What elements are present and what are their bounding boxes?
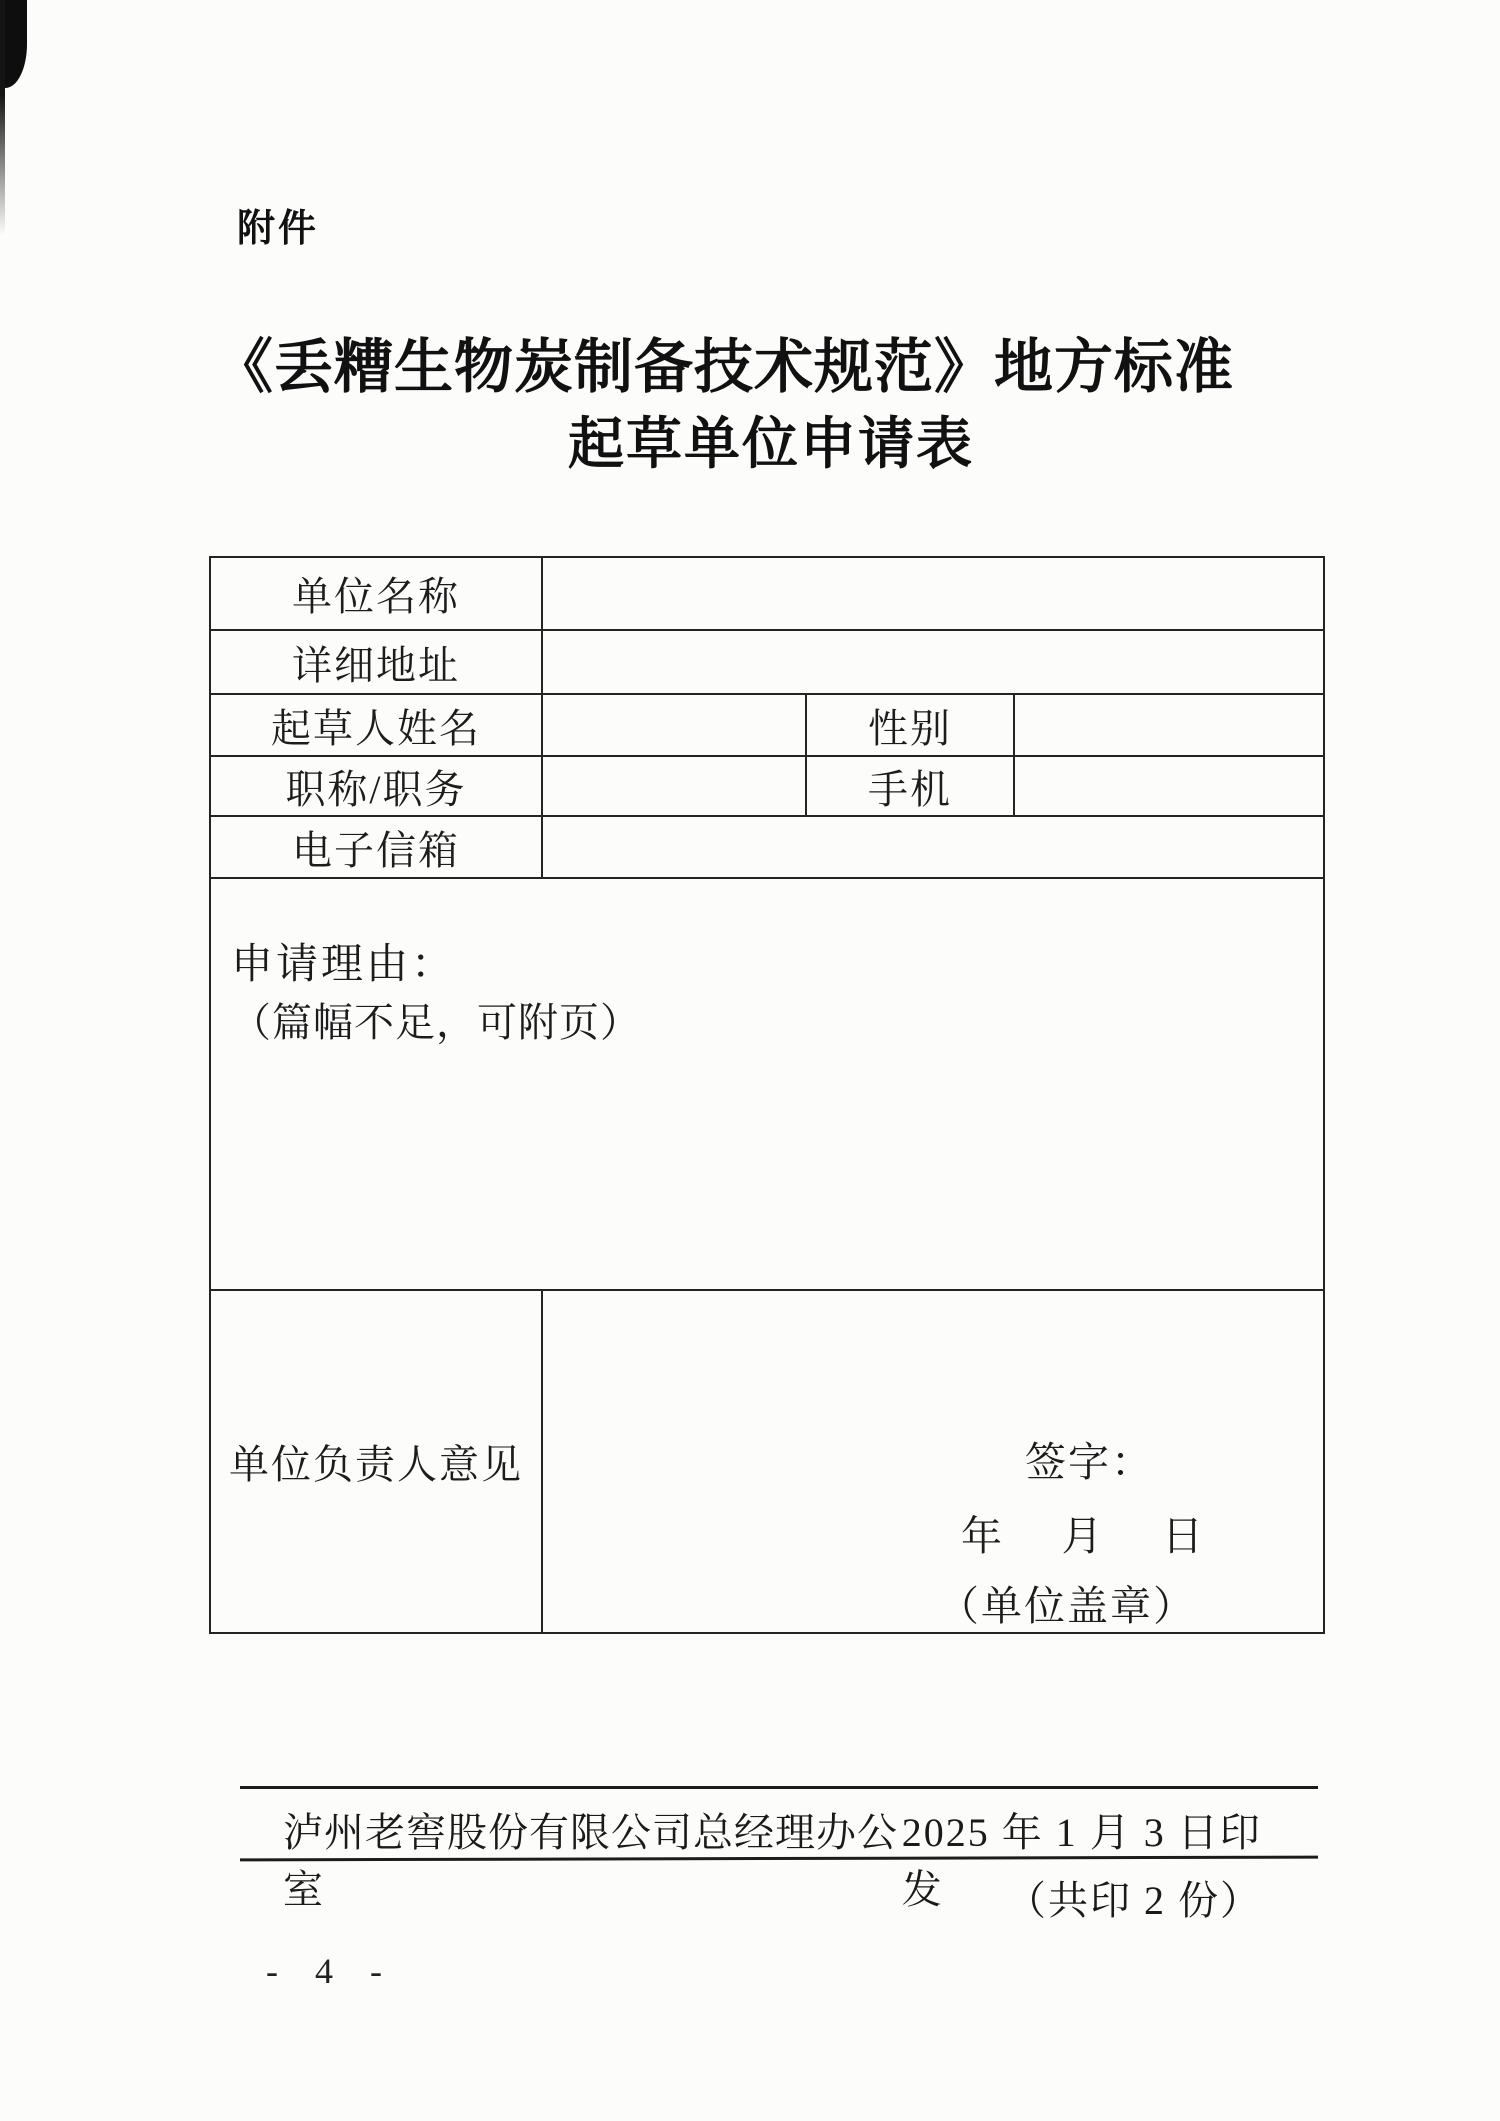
unit-name-value-cell <box>542 557 1324 630</box>
drafter-name-label: 起草人姓名 <box>210 694 542 756</box>
leader-opinion-label: 单位负责人意见 <box>210 1290 542 1633</box>
gender-label: 性别 <box>806 694 1014 756</box>
row-leader-opinion <box>210 1290 1324 1633</box>
email-value-cell <box>542 816 1324 878</box>
date-line <box>961 1503 1203 1562</box>
title-position-label: 职称/职务 <box>210 756 542 816</box>
date-day-label: 日 <box>1162 1513 1203 1559</box>
seal-note: （单位盖章） <box>938 1583 1196 1629</box>
row-unit-name <box>210 557 1324 630</box>
scan-edge-artifact <box>0 0 5 235</box>
footer-copies-note: （共印 2 份） <box>1006 1878 1262 1923</box>
address-value-cell <box>542 630 1324 694</box>
leader-opinion-content-cell <box>542 1290 1324 1633</box>
row-reason <box>210 878 1324 1290</box>
application-form-table <box>209 556 1325 1634</box>
row-address <box>210 630 1324 694</box>
reason-cell <box>210 878 1324 1290</box>
reason-label: 申请理由： <box>231 942 457 988</box>
drafter-name-value-cell <box>542 694 806 756</box>
page-number: - 4 - <box>266 1951 396 1991</box>
gender-value-cell <box>1014 694 1324 756</box>
date-month-label: 月 <box>1061 1513 1103 1559</box>
document-title-line1: 《丢糟生物炭制备技术规范》地方标准 <box>213 334 1234 400</box>
footer-issuer: 泸州老窖股份有限公司总经理办公室 <box>283 1810 898 1912</box>
mobile-label: 手机 <box>806 756 1014 816</box>
document-title-line2: 起草单位申请表 <box>568 414 974 476</box>
date-year-label: 年 <box>961 1513 1002 1559</box>
footer-print-date: 2025 年 1 月 3 日印发 <box>901 1810 1262 1912</box>
email-label: 电子信箱 <box>210 816 542 878</box>
footer-rule-top <box>240 1786 1318 1789</box>
signature-label: 签字： <box>1025 1439 1154 1485</box>
attachment-label: 附件 <box>237 208 320 250</box>
row-drafter-gender <box>210 694 1324 756</box>
title-position-value-cell <box>542 756 806 816</box>
mobile-value-cell <box>1014 756 1324 816</box>
row-email <box>210 816 1324 878</box>
unit-name-label: 单位名称 <box>210 557 542 630</box>
reason-note: （篇幅不足，可附页） <box>231 1000 641 1045</box>
document-title <box>0 334 1500 476</box>
row-title-mobile <box>210 756 1324 816</box>
address-label: 详细地址 <box>210 630 542 694</box>
